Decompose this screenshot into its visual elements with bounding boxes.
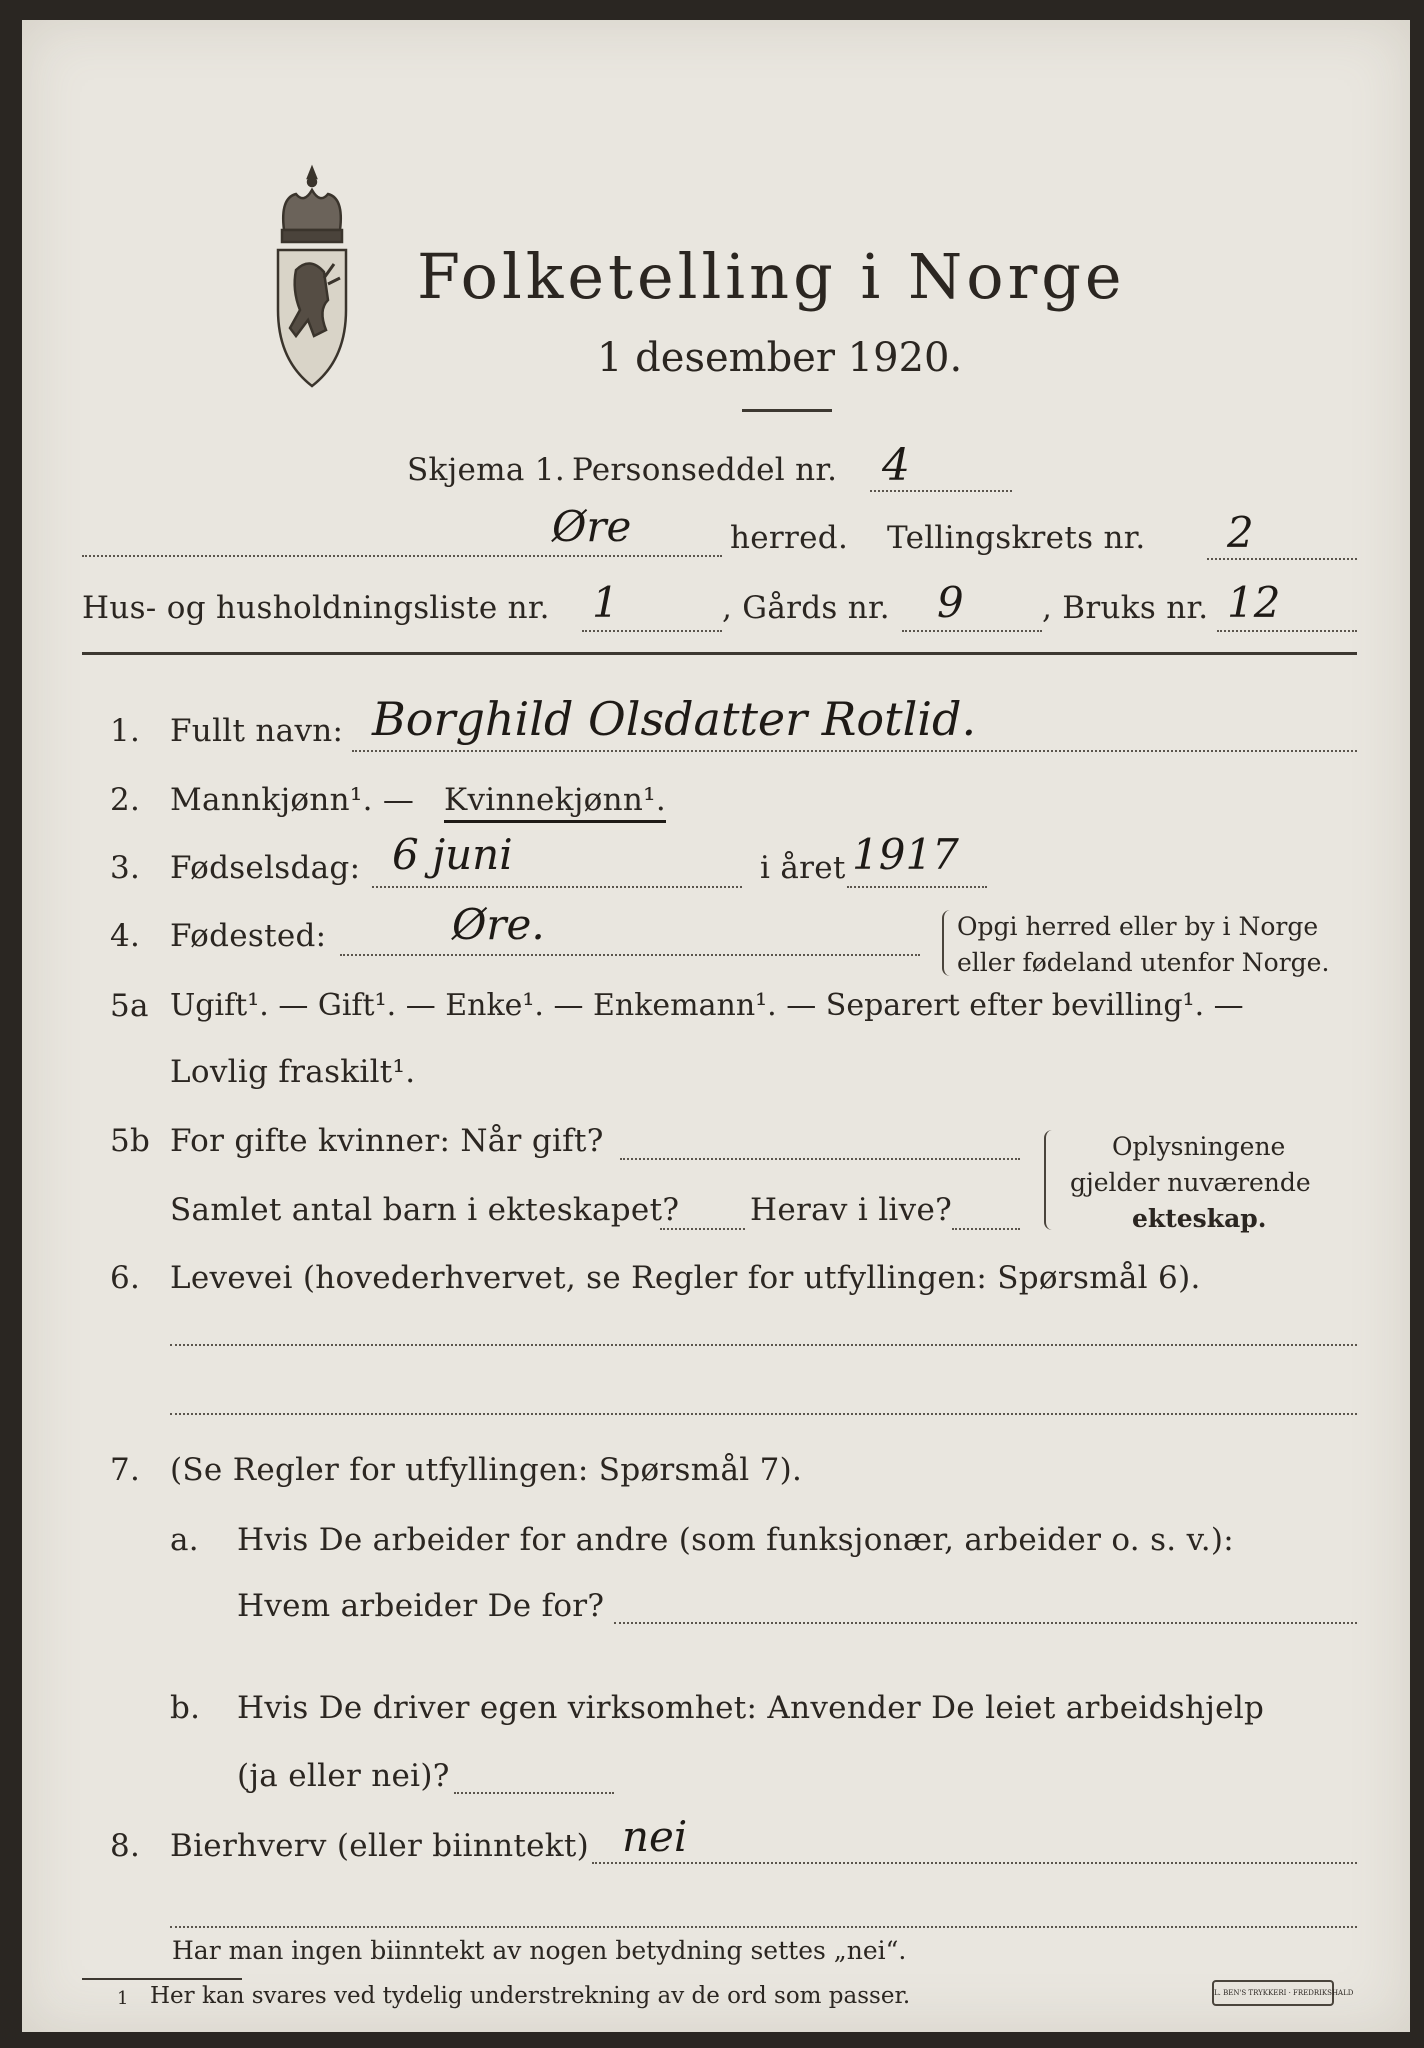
hus-field-line[interactable] (582, 630, 722, 632)
title-divider (742, 409, 832, 412)
hus-value: 1 (592, 578, 619, 627)
birthday-field-line[interactable] (372, 886, 742, 888)
q3-number: 3. (110, 850, 141, 886)
bruks-value: 12 (1227, 578, 1281, 627)
hired-help-label: (ja eller nei)? (237, 1758, 450, 1794)
footnote-divider (82, 1978, 242, 1980)
employer-label: Hvem arbeider De for? (237, 1588, 605, 1624)
gards-value: 9 (937, 578, 964, 627)
marriage-note-line-3: ekteskap. (1132, 1204, 1267, 1233)
children-alive-field-line[interactable] (952, 1228, 1020, 1230)
children-count-field-line[interactable] (660, 1228, 745, 1230)
birthplace-value: Øre. (452, 900, 545, 949)
side-income-value: nei (622, 1812, 688, 1861)
full-name-field-line[interactable] (352, 750, 1357, 752)
census-date: 1 desember 1920. (597, 335, 963, 381)
header-divider (82, 652, 1357, 655)
bruks-label: , Bruks nr. (1042, 590, 1209, 626)
q7a-text: Hvis De arbeider for andre (som funksjonær, arbeider o. s. v.): (237, 1522, 1235, 1558)
herred-field-line[interactable] (82, 555, 722, 557)
gards-field-line[interactable] (902, 630, 1042, 632)
bruks-field-line[interactable] (1217, 630, 1357, 632)
personseddel-label: Personseddel nr. (572, 452, 838, 488)
q4-number: 4. (110, 918, 141, 954)
tellingskrets-value: 2 (1227, 508, 1254, 557)
marital-status-options[interactable]: Ugift¹. — Gift¹. — Enke¹. — Enkemann¹. — Separert efter bevilling¹. — (170, 988, 1244, 1023)
q8-number: 8. (110, 1828, 141, 1864)
q7b-text: Hvis De driver egen virksomhet: Anvender De leiet arbeidshjelp (237, 1690, 1265, 1726)
side-income-field-line[interactable] (592, 1862, 1357, 1864)
q1-label: Fullt navn: (170, 713, 344, 749)
q7-number: 7. (110, 1452, 141, 1488)
q1-number: 1. (110, 713, 141, 749)
birthplace-note-line-1: Opgi herred eller by i Norge (957, 912, 1319, 941)
birthplace-note-line-2: eller fødeland utenfor Norge. (957, 948, 1330, 977)
when-married-label: For gifte kvinner: Når gift? (170, 1123, 604, 1159)
printer-stamp-text: L. BEN'S TRYKKERI · FREDRIKSHALD (1214, 1989, 1354, 1997)
q4-label: Fødested: (170, 918, 327, 954)
q7a-letter: a. (170, 1522, 199, 1558)
q3-label: Fødselsdag: (170, 850, 361, 886)
marriage-note-line-1: Oplysningene (1112, 1132, 1286, 1161)
footnote-mark: 1 (117, 1988, 129, 2009)
hired-help-field-line[interactable] (454, 1792, 614, 1794)
form-title: Folketelling i Norge (417, 240, 1126, 313)
footnote-text: Her kan svares ved tydelig understrekning av de ord som passer. (150, 1983, 911, 2009)
tellingskrets-label: Tellingskrets nr. (887, 520, 1146, 556)
marriage-note-line-2: gjelder nuværende (1070, 1168, 1311, 1197)
marriage-note-bracket (1044, 1130, 1054, 1230)
year-label: i året (760, 850, 846, 886)
herred-label: herred. (730, 520, 849, 556)
birthplace-field-line[interactable] (340, 954, 920, 956)
q7b-letter: b. (170, 1690, 201, 1726)
census-form-sheet (22, 20, 1410, 2032)
occupation-label: Levevei (hovederhvervet, se Regler for utfyllingen: Spørsmål 6). (170, 1260, 1201, 1296)
q5a-number: 5a (110, 988, 149, 1024)
hus-label: Hus- og husholdningsliste nr. (82, 590, 550, 626)
personseddel-value: 4 (882, 440, 910, 491)
birthday-value: 6 juni (392, 830, 513, 879)
printer-stamp (1212, 1980, 1354, 2006)
birth-year-field-line[interactable] (847, 886, 987, 888)
occupation-field-line-2[interactable] (170, 1413, 1357, 1415)
full-name-value: Borghild Olsdatter Rotlid. (372, 692, 977, 746)
q2-number: 2. (110, 782, 141, 818)
children-count-label: Samlet antal barn i ekteskapet? (170, 1192, 680, 1228)
birthplace-note-bracket (942, 910, 952, 976)
skjema-label: Skjema 1. (407, 452, 565, 488)
side-income-label: Bierhverv (eller biinntekt) (170, 1828, 590, 1864)
children-alive-label: Herav i live? (750, 1192, 953, 1228)
birth-year-value: 1917 (852, 830, 959, 879)
no-income-note: Har man ingen biinntekt av nogen betydning settes „nei“. (172, 1936, 907, 1965)
q6-number: 6. (110, 1260, 141, 1296)
coat-of-arms-icon (270, 160, 354, 392)
side-income-field-line-2[interactable] (170, 1926, 1357, 1928)
occupation-field-line-1[interactable] (170, 1344, 1357, 1346)
gender-female-option[interactable]: Kvinnekjønn¹. (444, 782, 666, 823)
tellingskrets-field-line[interactable] (1207, 558, 1357, 560)
gards-label: , Gårds nr. (722, 590, 890, 626)
employer-field-line[interactable] (614, 1622, 1357, 1624)
gender-male-option[interactable]: Mannkjønn¹. — (170, 782, 415, 818)
marital-status-divorced[interactable]: Lovlig fraskilt¹. (170, 1054, 416, 1090)
q5b-number: 5b (110, 1123, 151, 1159)
herred-value: Øre (552, 502, 632, 551)
when-married-field-line[interactable] (620, 1158, 1020, 1160)
q7-label: (Se Regler for utfyllingen: Spørsmål 7). (170, 1452, 803, 1488)
